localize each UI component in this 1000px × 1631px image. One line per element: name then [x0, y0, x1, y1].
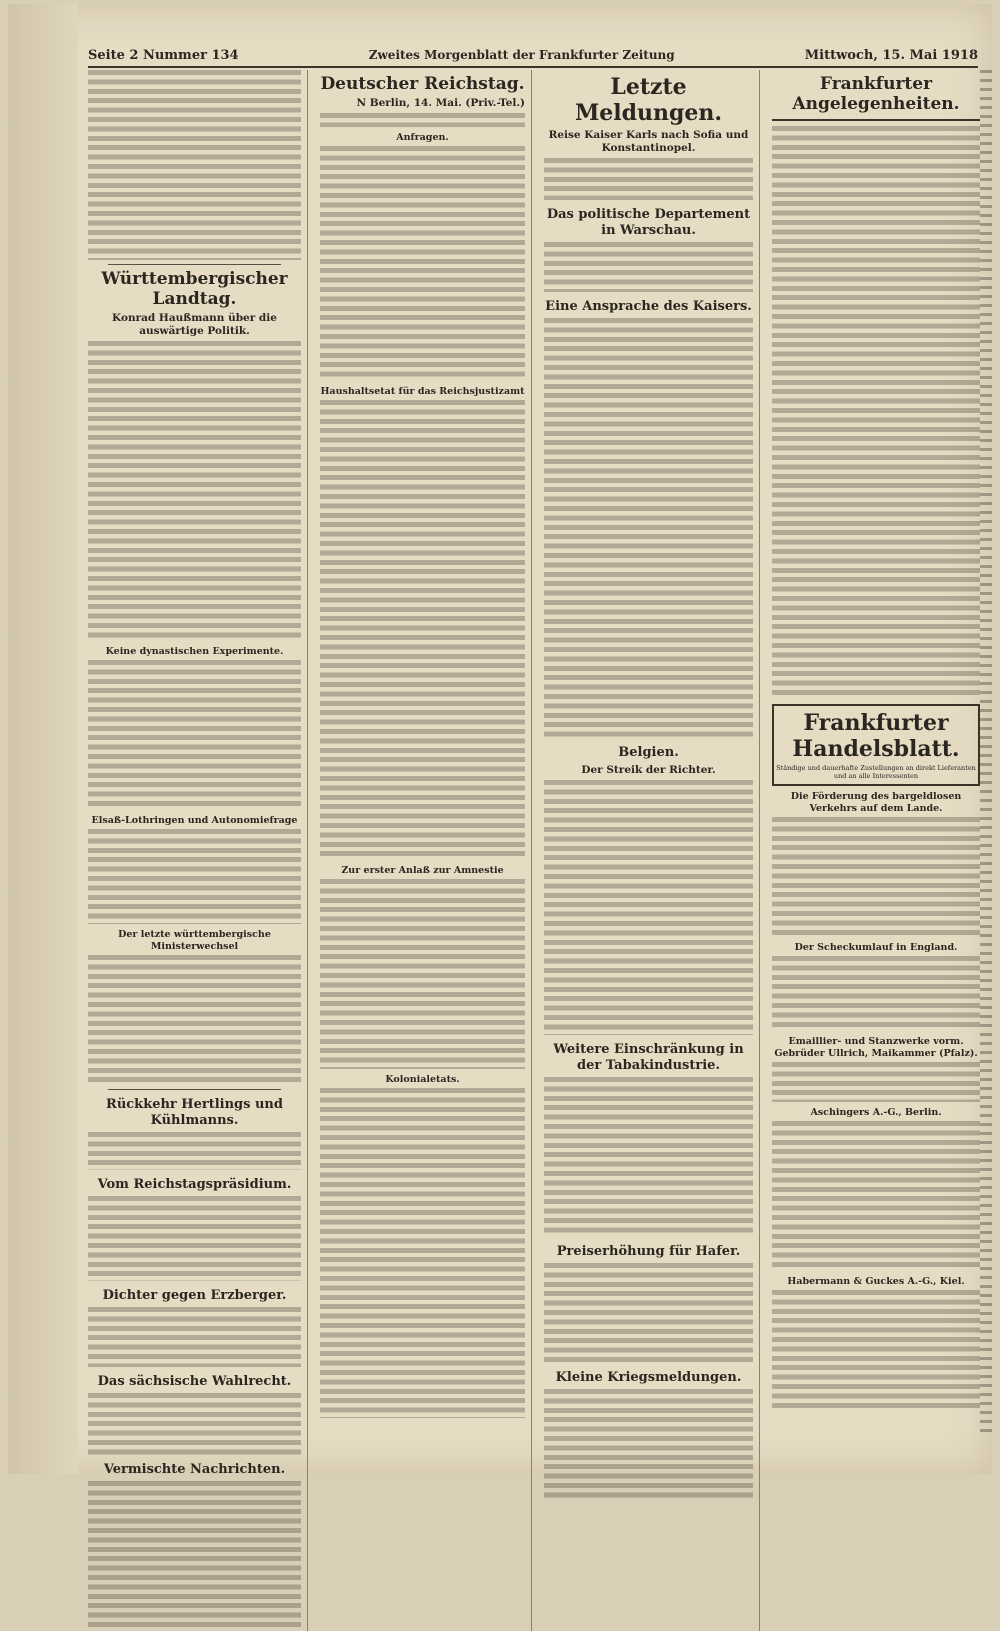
article-text	[320, 879, 525, 1069]
article-title: Das politische Departement in Warschau.	[546, 207, 751, 238]
article-title: Preiserhöhung für Hafer.	[556, 1244, 741, 1259]
section-title: Frankfurter Handelsblatt.	[792, 710, 960, 762]
article-text	[88, 955, 301, 1085]
article-text	[544, 780, 753, 1035]
article-text	[544, 242, 753, 292]
article-text	[88, 1307, 301, 1367]
article-subhead: Zur erster Anlaß zur Amnestie	[341, 865, 504, 876]
section-title: Deutscher Reichstag.	[320, 74, 525, 94]
article-title: Vermischte Nachrichten.	[103, 1462, 286, 1477]
article-subhead: Der Streik der Richter.	[581, 764, 716, 776]
article-subhead: Reise Kaiser Karls nach Sofia und Konstantinopel.	[548, 129, 749, 154]
article-title: Das sächsische Wahlrecht.	[97, 1374, 292, 1389]
section-title: Württembergischer Landtag.	[101, 269, 288, 309]
section-title: Frankfurter Angelegenheiten.	[792, 74, 960, 114]
article-text	[544, 318, 753, 738]
masthead	[88, 44, 978, 68]
article-title: Eine Ansprache des Kaisers.	[545, 299, 752, 314]
article-title: Dichter gegen Erzberger.	[102, 1288, 287, 1303]
article-text	[88, 1132, 301, 1170]
page-gutter	[8, 4, 78, 1474]
article-title: Vom Reichstagspräsidium.	[97, 1177, 292, 1192]
article-text	[544, 1389, 753, 1499]
article-text	[772, 1062, 980, 1102]
article-text	[320, 400, 525, 860]
article-title: Aschingers A.-G., Berlin.	[810, 1107, 942, 1118]
newspaper-name: Zweites Morgenblatt der Frankfurter Zeitung	[368, 48, 675, 62]
article-text	[772, 956, 980, 1031]
issue-date: Mittwoch, 15. Mai 1918	[804, 47, 978, 63]
column-3	[544, 70, 760, 1631]
article-text	[320, 1088, 525, 1418]
article-subhead: Konrad Haußmann über die auswärtige Politik.	[112, 312, 277, 337]
column-2	[320, 70, 532, 1631]
article-text	[88, 1393, 301, 1455]
page-number: Seite 2 Nummer 134	[88, 47, 239, 63]
article-title: Rückkehr Hertlings und Kühlmanns.	[106, 1097, 283, 1128]
article-text	[88, 660, 301, 810]
article-subhead: Keine dynastischen Experimente.	[105, 646, 284, 657]
article-text	[88, 1481, 301, 1631]
article-title: Emaillier- und Stanzwerke vorm. Gebrüder Ullrich, Maikammer (Pfalz).	[774, 1036, 978, 1059]
section-subtitle: Ständige und dauerhafte Zustellungen an direkt Lieferanten und an alle Interessenten	[776, 764, 976, 780]
article-title: Der Scheckumlauf in England.	[794, 942, 958, 953]
article-text	[320, 146, 525, 381]
dateline: N Berlin, 14. Mai. (Priv.-Tel.)	[356, 97, 525, 109]
column-4	[772, 70, 986, 1631]
article-text	[772, 126, 980, 696]
columns	[88, 70, 978, 1477]
article-title: Belgien.	[618, 745, 679, 760]
article-subhead: Der letzte württembergische Ministerwechsel	[118, 929, 271, 952]
article-text	[88, 70, 301, 260]
adjacent-page-edge	[980, 70, 992, 1434]
article-text	[772, 817, 980, 937]
article-title: Weitere Einschränkung in der Tabakindustrie.	[553, 1042, 744, 1073]
section-title: Letzte Meldungen.	[574, 74, 723, 126]
article-text	[772, 1290, 980, 1410]
article-text	[320, 113, 525, 127]
article-text	[88, 341, 301, 641]
article-subhead: Anfragen.	[396, 132, 449, 143]
article-text	[544, 158, 753, 200]
newspaper-page	[8, 4, 992, 1477]
article-text	[772, 1121, 980, 1271]
article-text	[88, 829, 301, 924]
article-title: Kleine Kriegsmeldungen.	[555, 1370, 742, 1385]
article-subhead: Haushaltsetat für das Reichsjustizamt	[320, 386, 525, 397]
article-title: Die Förderung des bargeldlosen Verkehrs auf dem Lande.	[790, 791, 962, 814]
article-subhead: Kolonialetats.	[385, 1074, 460, 1085]
article-title: Habermann & Guckes A.-G., Kiel.	[787, 1276, 965, 1287]
article-subhead: Elsaß-Lothringen und Autonomiefrage	[91, 815, 298, 826]
article-text	[544, 1263, 753, 1363]
article-text	[544, 1077, 753, 1237]
column-1	[88, 70, 308, 1631]
handelsblatt-header	[772, 704, 980, 786]
article-text	[88, 1196, 301, 1281]
